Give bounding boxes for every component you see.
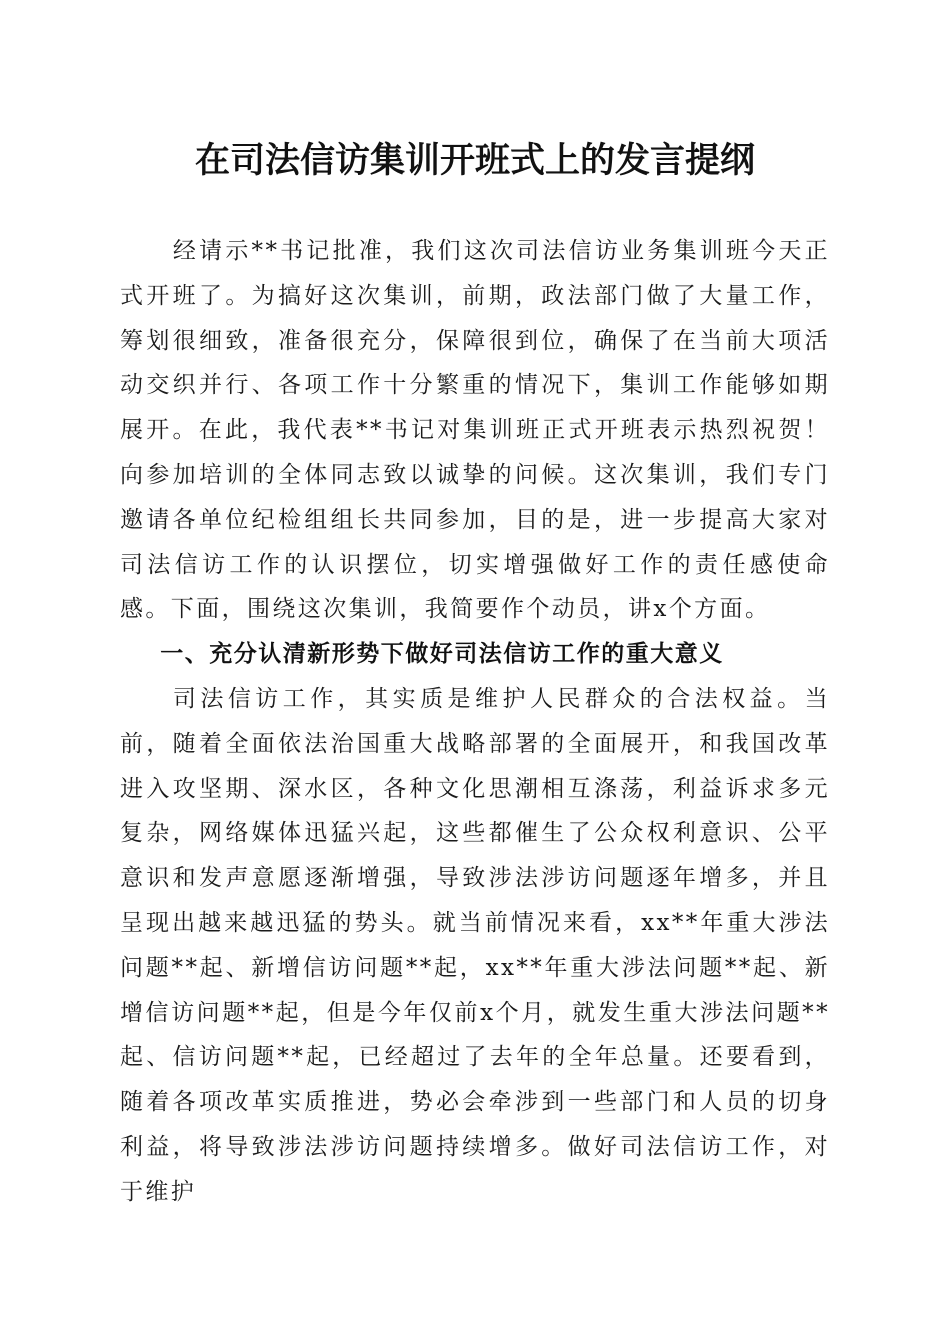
document-title: 在司法信访集训开班式上的发言提纲 xyxy=(194,140,755,181)
section-paragraph: 司法信访工作，其实质是维护人民群众的合法权益。当前，随着全面依法治国重大战略部署的全面展开，和我国改革进入攻坚期、深水区，各种文化思潮相互涤荡，利益诉求多元复杂，网络媒体迅猛兴起，这些都催生了公众权利意识、公平意识和发声意愿逐渐增强，导致涉法涉访问题逐年增多，并且呈现出越来越迅猛的势头。就当前情况来看，xx**年重大涉法问题**起、新增信访问题**起，xx**年重大涉法问题**起、新增信访问题**起，但是今年仅前x个月，就发生重大涉法问题**起、信访问题**起，已经超过了去年的全年总量。还要看到，随着各项改革实质推进，势必会牵涉到一些部门和人员的切身利益，将导致涉法涉访问题持续增多。做好司法信访工作，对于维护 xyxy=(120,686,830,1205)
intro-paragraph: 经请示**书记批准，我们这次司法信访业务集训班今天正式开班了。为搞好这次集训，前期，政法部门做了大量工作，筹划很细致，准备很充分，保障很到位，确保了在当前大项活动交织并行、各项工作十分繁重的情况下，集训工作能够如期展开。在此，我代表**书记对集训班正式开班表示热烈祝贺！向参加培训的全体同志致以诚挚的问候。这次集训，我们专门邀请各单位纪检组组长共同参加，目的是，进一步提高大家对司法信访工作的认识摆位，切实增强做好工作的责任感使命感。下面，围绕这次集训，我简要作个动员，讲x个方面。 xyxy=(120,238,830,623)
section-heading: 一、充分认清新形势下做好司法信访工作的重大意义 xyxy=(160,641,724,667)
